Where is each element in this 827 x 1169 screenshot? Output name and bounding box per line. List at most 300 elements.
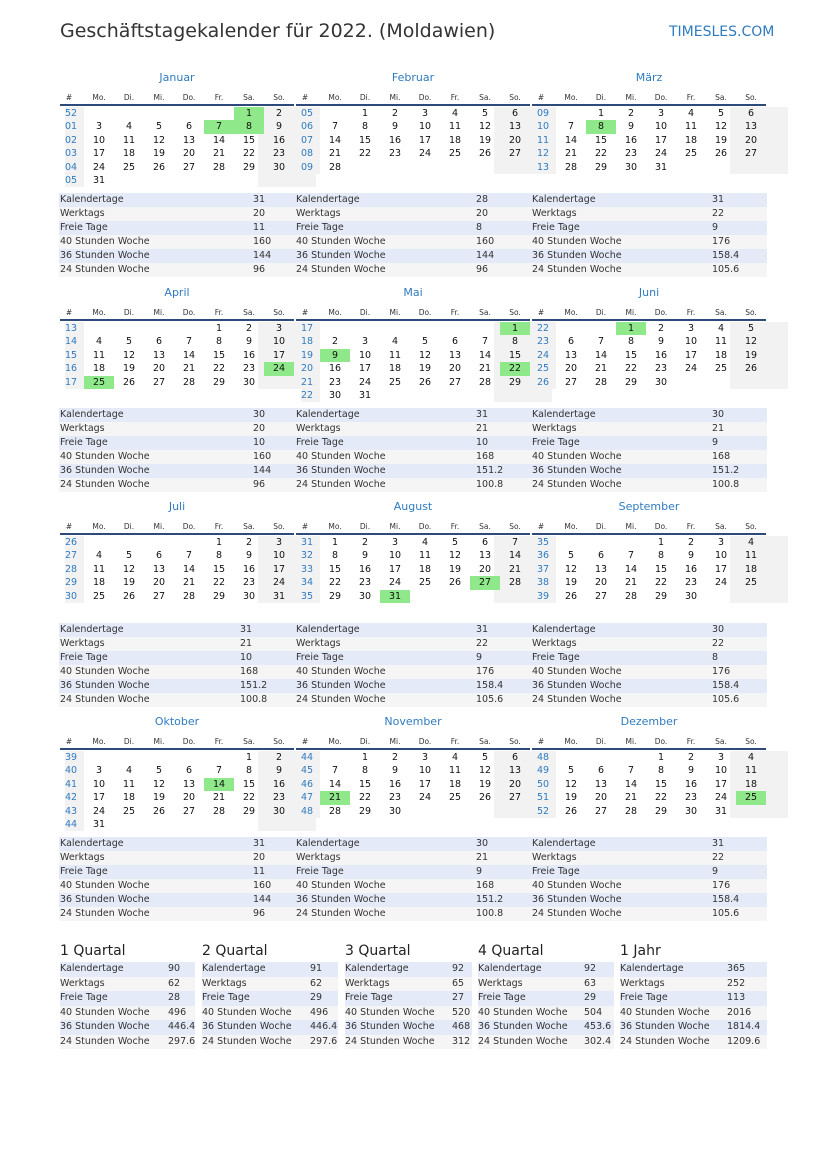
summary-value: 453.6 — [584, 1021, 612, 1032]
calendar-day: 7 — [185, 336, 193, 348]
weekday-label: Do. — [654, 522, 668, 531]
calendar-day: 26 — [478, 792, 492, 804]
calendar-day: 18 — [714, 349, 728, 361]
week-number: 46 — [301, 778, 314, 790]
calendar-day: 4 — [391, 336, 399, 348]
week-number-column — [537, 751, 556, 818]
calendar-day: 11 — [122, 134, 136, 146]
week-number: 28 — [65, 563, 78, 575]
calendar-day: 14 — [212, 134, 226, 146]
calendar-day: 4 — [451, 752, 459, 763]
stats-value: 31 — [253, 194, 266, 205]
weekday-label: So. — [509, 737, 521, 746]
calendar-day: 23 — [624, 148, 638, 160]
month-stats — [531, 837, 767, 921]
calendar-day: 9 — [361, 550, 369, 562]
summary-value: 302.4 — [584, 1035, 612, 1047]
calendar-day: 1 — [215, 537, 223, 548]
stats-label: Werktags — [296, 208, 341, 219]
calendar-day: 6 — [185, 765, 193, 777]
stats-label: Freie Tage — [60, 866, 108, 877]
week-number: 06 — [301, 121, 314, 133]
calendar-day: 16 — [242, 563, 256, 575]
month-name: Februar — [391, 71, 435, 84]
calendar-day: 13 — [152, 349, 166, 361]
calendar-day: 10 — [418, 121, 432, 133]
calendar-day: 2 — [275, 108, 283, 119]
stats-value: 176 — [476, 666, 495, 677]
week-number-header: # — [301, 308, 309, 317]
calendar-day: 9 — [657, 336, 665, 348]
stats-label: 24 Stunden Woche — [60, 479, 150, 490]
stats-value: 9 — [476, 866, 483, 877]
stats-row — [295, 893, 531, 907]
calendar-day: 27 — [182, 805, 196, 817]
calendar-day: 24 — [92, 805, 106, 817]
stats-row — [59, 879, 295, 893]
stats-label: Werktags — [532, 208, 577, 219]
calendar-day: 15 — [242, 134, 256, 146]
month-12 — [532, 715, 766, 818]
stats-label: Werktags — [60, 852, 105, 863]
weekday-label: Mo. — [92, 308, 106, 317]
stats-label: 24 Stunden Woche — [532, 694, 622, 705]
week-number-column — [65, 322, 84, 389]
calendar-day: 30 — [684, 590, 698, 602]
holiday-day: 9 — [320, 349, 350, 362]
stats-label: Freie Tage — [532, 437, 580, 448]
page-title: Geschäftstagekalender für 2022. (Moldawien) — [60, 20, 496, 42]
month-name: Dezember — [620, 715, 678, 728]
summary-row — [202, 977, 338, 992]
stats-row — [531, 679, 767, 693]
stats-value: 105.6 — [476, 694, 504, 705]
stats-row — [531, 478, 767, 492]
holiday-day: 24 — [264, 362, 294, 375]
calendar-day: 5 — [155, 765, 163, 777]
calendar-day: 6 — [567, 336, 575, 348]
calendar-day: 12 — [152, 134, 166, 146]
weekday-label: So. — [509, 308, 521, 317]
summary-label: Freie Tage — [345, 992, 393, 1003]
calendar-day: 11 — [684, 121, 698, 133]
calendar-day: 11 — [92, 349, 106, 361]
summary-label: 36 Stunden Woche — [202, 1021, 292, 1032]
stats-value: 31 — [712, 838, 725, 849]
week-number: 32 — [301, 550, 314, 562]
week-number-column — [65, 751, 84, 831]
weekday-label: Di. — [595, 308, 607, 317]
stats-value: 10 — [253, 437, 266, 448]
calendar-day: 26 — [418, 376, 432, 388]
stats-value: 100.8 — [240, 694, 268, 705]
stats-value: 9 — [712, 437, 719, 448]
summary-value: 62 — [310, 977, 323, 989]
summary-value: 62 — [168, 977, 181, 989]
summary-label: Kalendertage — [202, 963, 266, 974]
stats-value: 176 — [712, 666, 731, 677]
summary-label: Werktags — [620, 977, 665, 989]
stats-label: Freie Tage — [60, 437, 108, 448]
calendar-day: 21 — [182, 363, 196, 375]
stats-row — [59, 464, 295, 478]
stats-label: Freie Tage — [296, 652, 344, 663]
calendar-day: 4 — [421, 537, 429, 548]
calendar-day: 7 — [627, 765, 635, 777]
week-number: 44 — [301, 752, 314, 763]
calendar-day: 7 — [481, 336, 489, 348]
week-number: 35 — [301, 590, 314, 602]
calendar-day: 27 — [594, 590, 608, 602]
calendar-day: 3 — [687, 323, 695, 334]
calendar-day: 9 — [687, 550, 695, 562]
month-7 — [60, 500, 294, 603]
stats-value: 168 — [712, 451, 731, 462]
calendar-day: 23 — [242, 577, 256, 589]
calendar-day: 27 — [182, 161, 196, 173]
calendar-day: 5 — [567, 550, 575, 562]
calendar-day: 5 — [155, 121, 163, 133]
calendar-day: 18 — [92, 577, 106, 589]
calendar-day: 9 — [275, 765, 283, 777]
calendar-day: 12 — [714, 121, 728, 133]
month-11 — [296, 715, 530, 818]
week-number: 22 — [537, 323, 550, 334]
stats-row — [59, 907, 295, 921]
summary-label: 36 Stunden Woche — [345, 1021, 435, 1032]
stats-row — [59, 679, 295, 693]
summary-value: 468 — [452, 1021, 471, 1032]
summary-row — [202, 962, 338, 977]
calendar-day: 4 — [125, 121, 133, 133]
calendar-day: 29 — [212, 590, 226, 602]
week-number-column — [301, 536, 320, 603]
stats-value: 158.4 — [712, 250, 740, 261]
week-number: 16 — [65, 363, 78, 375]
week-number: 52 — [537, 805, 550, 817]
calendar-day: 27 — [152, 590, 166, 602]
calendar-day: 23 — [272, 148, 286, 160]
calendar-day: 23 — [272, 792, 286, 804]
calendar-day: 16 — [684, 778, 698, 790]
week-number: 13 — [65, 323, 78, 334]
calendar-day: 20 — [152, 363, 166, 375]
summary-label: 40 Stunden Woche — [620, 1006, 710, 1018]
summary-label: Werktags — [478, 977, 523, 989]
summary-row — [620, 962, 767, 977]
stats-row — [59, 865, 295, 879]
week-number-column — [301, 751, 320, 818]
month-name: August — [393, 500, 433, 513]
weekday-label: Mo. — [92, 93, 106, 102]
week-number: 23 — [537, 336, 550, 348]
calendar-day: 26 — [122, 376, 136, 388]
weekday-label: Mo. — [328, 93, 342, 102]
stats-value: 160 — [253, 236, 272, 247]
week-number-column — [537, 322, 556, 389]
weekday-label: Do. — [182, 308, 196, 317]
calendar-day: 26 — [152, 161, 166, 173]
calendar-day: 2 — [687, 537, 695, 548]
stats-row — [59, 249, 295, 263]
calendar-day: 29 — [654, 590, 668, 602]
summary-row — [620, 1035, 767, 1050]
calendar-day: 5 — [125, 336, 133, 348]
weekday-label: Di. — [595, 522, 607, 531]
holiday-day: 22 — [500, 362, 530, 375]
weekday-label: So. — [273, 737, 285, 746]
weekday-label: Di. — [359, 93, 371, 102]
weekday-label: So. — [273, 308, 285, 317]
stats-value: 10 — [476, 437, 489, 448]
stats-value: 9 — [712, 866, 719, 877]
summary-row — [620, 1020, 767, 1035]
week-number: 02 — [65, 134, 78, 146]
calendar-day: 10 — [714, 765, 728, 777]
weekday-label: Sa. — [243, 308, 255, 317]
calendar-day: 8 — [657, 765, 665, 777]
calendar-day: 18 — [744, 778, 758, 790]
stats-value: 30 — [712, 409, 725, 420]
stats-value: 144 — [253, 250, 272, 261]
week-number: 44 — [65, 819, 78, 830]
calendar-day: 6 — [511, 752, 519, 763]
calendar-day: 1 — [215, 323, 223, 334]
weekday-label: Fr. — [686, 737, 696, 746]
calendar-day: 13 — [182, 778, 196, 790]
stats-row — [59, 637, 295, 651]
calendar-day: 5 — [747, 323, 755, 334]
weekday-header — [60, 91, 294, 106]
month-stats — [59, 623, 295, 707]
month-stats — [59, 408, 295, 492]
stats-value: 21 — [476, 852, 489, 863]
calendar-day: 2 — [245, 537, 253, 548]
calendar-day: 25 — [122, 805, 136, 817]
summary-row — [345, 962, 472, 977]
calendar-day: 31 — [272, 590, 286, 602]
calendar-day: 5 — [481, 108, 489, 119]
stats-row — [531, 879, 767, 893]
stats-value: 31 — [476, 624, 489, 635]
stats-label: Freie Tage — [532, 866, 580, 877]
summary-row — [478, 1006, 614, 1021]
calendar-day: 28 — [624, 805, 638, 817]
week-number: 52 — [65, 108, 78, 119]
calendar-day: 28 — [624, 590, 638, 602]
calendar-day: 28 — [328, 161, 342, 173]
week-number: 05 — [301, 108, 314, 119]
week-number: 25 — [537, 363, 550, 375]
week-number: 04 — [65, 161, 78, 173]
holiday-day: 27 — [470, 576, 500, 589]
weekday-label: Fr. — [686, 308, 696, 317]
stats-label: 36 Stunden Woche — [60, 250, 150, 261]
summary-label: 24 Stunden Woche — [620, 1035, 710, 1047]
weekday-label: Sa. — [243, 737, 255, 746]
calendar-day: 14 — [182, 349, 196, 361]
calendar-day: 10 — [272, 550, 286, 562]
summary-value: 2016 — [727, 1006, 752, 1018]
calendar-day: 22 — [654, 792, 668, 804]
week-number: 36 — [537, 550, 550, 562]
weekday-label: Mi. — [153, 522, 165, 531]
stats-row — [59, 651, 295, 665]
stats-value: 168 — [240, 666, 259, 677]
week-number-header: # — [537, 308, 545, 317]
calendar-day: 8 — [245, 765, 253, 777]
month-stats — [295, 837, 531, 921]
stats-value: 31 — [476, 409, 489, 420]
week-number-header: # — [301, 93, 309, 102]
calendar-day: 3 — [361, 336, 369, 348]
calendar-day: 9 — [245, 336, 253, 348]
summary-label: Werktags — [60, 977, 105, 989]
calendar-day: 31 — [714, 805, 728, 817]
calendar-day: 25 — [122, 161, 136, 173]
calendar-day: 10 — [92, 134, 106, 146]
calendar-day: 1 — [657, 752, 665, 763]
calendar-day: 4 — [125, 765, 133, 777]
calendar-day: 8 — [215, 550, 223, 562]
weekday-label: Fr. — [214, 93, 224, 102]
summary-label: Freie Tage — [620, 992, 668, 1003]
stats-label: 24 Stunden Woche — [60, 694, 150, 705]
weekday-label: Do. — [182, 93, 196, 102]
stats-value: 22 — [476, 638, 489, 649]
stats-row — [531, 665, 767, 679]
calendar-day: 9 — [391, 765, 399, 777]
summary-row — [478, 962, 614, 977]
calendar-day: 10 — [684, 336, 698, 348]
calendar-day: 19 — [418, 363, 432, 375]
summary-title: 1 Jahr — [620, 943, 661, 959]
summary-row — [60, 977, 195, 992]
summary-row — [345, 1035, 472, 1050]
calendar-day: 7 — [331, 765, 339, 777]
weekday-label: Di. — [359, 737, 371, 746]
month-5 — [296, 286, 530, 402]
weekday-label: Fr. — [214, 308, 224, 317]
weekday-label: Do. — [654, 308, 668, 317]
calendar-day: 12 — [418, 349, 432, 361]
stats-row — [531, 408, 767, 422]
calendar-day: 3 — [275, 537, 283, 548]
calendar-day: 17 — [272, 563, 286, 575]
stats-value: 11 — [253, 222, 266, 233]
month-6 — [532, 286, 766, 389]
week-number: 49 — [537, 765, 550, 777]
stats-label: 36 Stunden Woche — [296, 680, 386, 691]
week-number-header: # — [301, 522, 309, 531]
calendar-day: 11 — [122, 778, 136, 790]
calendar-day: 19 — [564, 577, 578, 589]
calendar-day: 21 — [624, 577, 638, 589]
weekday-header — [296, 520, 530, 535]
stats-label: 40 Stunden Woche — [60, 451, 150, 462]
calendar-day: 13 — [594, 563, 608, 575]
stats-label: 24 Stunden Woche — [296, 479, 386, 490]
calendar-day: 27 — [508, 148, 522, 160]
stats-row — [531, 837, 767, 851]
summary-value: 297.6 — [168, 1035, 196, 1047]
calendar-day: 12 — [478, 121, 492, 133]
calendar-day: 8 — [361, 121, 369, 133]
weekday-label: Mo. — [328, 522, 342, 531]
summary-label: 40 Stunden Woche — [202, 1006, 292, 1018]
calendar-day: 24 — [418, 792, 432, 804]
calendar-day: 21 — [212, 792, 226, 804]
weekday-label: Di. — [359, 308, 371, 317]
calendar-day: 19 — [448, 563, 462, 575]
weekday-label: Mi. — [625, 522, 637, 531]
stats-value: 144 — [476, 250, 495, 261]
calendar-day: 8 — [627, 336, 635, 348]
summary-row — [60, 962, 195, 977]
stats-label: 40 Stunden Woche — [296, 236, 386, 247]
calendar-day: 25 — [684, 148, 698, 160]
calendar-day: 12 — [564, 778, 578, 790]
calendar-day: 18 — [92, 363, 106, 375]
stats-label: Werktags — [60, 208, 105, 219]
stats-label: 24 Stunden Woche — [532, 264, 622, 275]
calendar-day: 10 — [714, 550, 728, 562]
calendar-day: 17 — [714, 778, 728, 790]
holiday-day: 7 — [204, 120, 234, 133]
weekday-label: Di. — [595, 737, 607, 746]
summary-value: 28 — [168, 992, 181, 1003]
calendar-day: 13 — [478, 550, 492, 562]
stats-value: 168 — [476, 880, 495, 891]
calendar-day: 18 — [388, 363, 402, 375]
week-number-header: # — [65, 308, 73, 317]
summary-row — [202, 991, 338, 1006]
calendar-day: 20 — [182, 148, 196, 160]
weekday-label: Mo. — [92, 737, 106, 746]
calendar-day: 23 — [242, 363, 256, 375]
stats-row — [295, 693, 531, 707]
summary-row — [478, 977, 614, 992]
calendar-day: 16 — [654, 349, 668, 361]
summary-value: 27 — [452, 992, 465, 1003]
week-number: 09 — [537, 108, 550, 119]
stats-value: 10 — [240, 652, 253, 663]
summary-row — [345, 977, 472, 992]
calendar-day: 5 — [481, 752, 489, 763]
week-number: 41 — [65, 778, 78, 790]
calendar-day: 3 — [421, 752, 429, 763]
calendar-day: 10 — [358, 349, 372, 361]
calendar-day: 20 — [744, 134, 758, 146]
week-number: 08 — [301, 148, 314, 160]
month-3 — [532, 71, 766, 174]
stats-label: 36 Stunden Woche — [532, 465, 622, 476]
week-number: 35 — [537, 537, 550, 548]
stats-row — [295, 422, 531, 436]
week-number: 26 — [537, 376, 550, 388]
calendar-day: 20 — [448, 363, 462, 375]
calendar-day: 17 — [418, 134, 432, 146]
weekday-label: Fr. — [214, 522, 224, 531]
month-stats — [59, 193, 295, 277]
week-number: 15 — [65, 349, 78, 361]
calendar-day: 1 — [657, 537, 665, 548]
site-link[interactable]: TIMESLES.COM — [669, 24, 775, 40]
calendar-day: 13 — [744, 121, 758, 133]
stats-label: 36 Stunden Woche — [532, 680, 622, 691]
calendar-day: 30 — [272, 161, 286, 173]
stats-row — [295, 263, 531, 277]
